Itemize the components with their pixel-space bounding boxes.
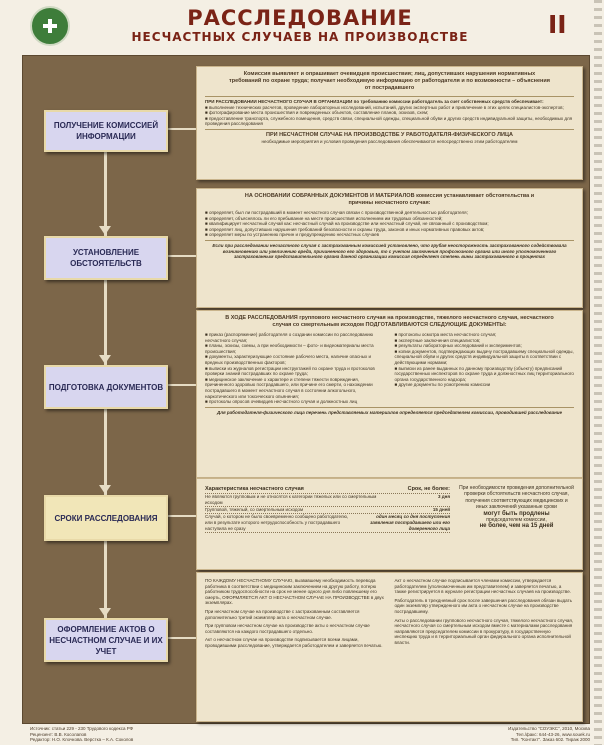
list-item-text: копии документов, подтверждающих выдачу пострадавшему специальной одежды, специальной обуви и других средств индивидуальной защиты в соответствии с действующими нормами; xyxy=(394,348,574,365)
acts-columns xyxy=(197,573,582,652)
acts-left xyxy=(205,578,385,652)
arrow-down-icon xyxy=(99,355,111,364)
extension-text: председателем комиссии, xyxy=(486,517,547,524)
list-item: ■ выписки из журналов регистрации инструктажей по охране труда и протоколов проверки знаний пострадавших по охране труда; xyxy=(205,365,375,377)
footer-line: Издательство "СОУЭКС", 2010, Москва xyxy=(508,726,590,731)
terms-extension-note xyxy=(459,485,574,530)
paragraph: При несчастном случае на производстве с застрахованным составляется дополнительно третий экземпляр акта о несчастном случае. xyxy=(205,608,360,620)
panel-note: Для работодателя-физического лица перечень представляемых материалов определяется председателем комиссии, проводившей расследование xyxy=(216,409,563,415)
list-item: ■ квалифицирует несчастный случай как: несчастный случай на производстве или несчастный случай, не связанный с производством; xyxy=(205,221,489,227)
step-receiving-information: ПОЛУЧЕНИЕ КОМИССИЕЙ ИНФОРМАЦИИ xyxy=(44,110,168,152)
connector xyxy=(166,128,196,130)
panel-terms xyxy=(196,478,583,570)
header xyxy=(0,0,604,52)
step-preparing-documents: ПОДГОТОВКА ДОКУМЕНТОВ xyxy=(44,365,168,409)
list-item-text: другие документы по усмотрению комиссии xyxy=(398,382,491,388)
table-header xyxy=(205,485,450,494)
documents-columns xyxy=(197,332,582,405)
table-cell: Не являются групповым и не относятся к категории тяжелых или со смертельным исходом xyxy=(205,494,377,505)
emblem-logo xyxy=(30,6,70,46)
panel-heading: НА ОСНОВАНИИ СОБРАННЫХ ДОКУМЕНТОВ И МАТЕРИАЛОВ комиссия устанавливает обстоятельства и причины несчастного случая: xyxy=(244,193,535,206)
list-item: ■ определяет лиц, допустивших нарушения требований безопасности и охраны труда, законов и иных нормативных правовых актов; xyxy=(205,226,485,232)
panel-note: необходимые мероприятия и условия проведения расследования обеспечиваются непосредственно этим работодателем xyxy=(261,138,518,144)
list-item-text: предоставление транспорта, служебного помещения, средств связи, специальной одежды, специальной обуви и других средств индивидуальной защиты, необходимых для проведения расследования xyxy=(205,115,573,127)
list-item: ■ предоставление транспорта, служебного помещения, средств связи, специальной одежды, специальной обуви и других средств индивидуальной защиты, необходимых для проведения расследования xyxy=(205,115,573,127)
panel-acts xyxy=(196,572,583,722)
paragraph: Акт о несчастном случае подписывается членами комиссии, утверждается работодателем (уполномоченным им представителем) и заверяется печатью, а также регистрируется в журнале регистрации несчастных случаев на производстве. xyxy=(394,578,571,595)
page-subtitle: НЕСЧАСТНЫХ СЛУЧАЕВ НА ПРОИЗВОДСТВЕ xyxy=(131,30,469,44)
list-item: ■ протоколы опросов очевидцев несчастного случая и должностных лиц xyxy=(205,399,358,405)
divider xyxy=(205,96,574,97)
table-cell: 3 дня xyxy=(438,494,450,499)
list-item-text: определяет, был ли пострадавший в момент несчастного случая связан с производственной деятельностью работодателя; xyxy=(208,210,468,215)
column-header-type: Характеристика несчастного случая xyxy=(205,486,304,492)
list-item-text: определяет лиц, допустивших нарушения требований безопасности и охраны труда, законов и иных нормативных правовых актов; xyxy=(208,226,485,232)
list-item: ■ планы, эскизы, схемы, а при необходимости – фото- и видеоматериалы места происшествия; xyxy=(205,343,374,354)
step-investigation-terms: СРОКИ РАССЛЕДОВАНИЯ xyxy=(44,495,168,541)
panel-heading: В ХОДЕ РАССЛЕДОВАНИЯ группового несчастного случая на производстве, тяжелого несчастного случая, несчастного случая со смертельным исходом ПОДГОТАВЛИВАЮТСЯ СЛЕДУЮЩИЕ ДОКУМЕНТЫ: xyxy=(225,315,554,328)
table-cell: один месяц со дня поступления заявления пострадавшего или его доверенного лица xyxy=(370,514,450,531)
list-item-text: выполнение технических расчетов, проведение лабораторных исследований, испытаний, других экспертных работ и привлечение в этих целях специалистов-экспертов; xyxy=(208,104,564,110)
list-item-text: протоколы осмотра места несчастного случая; xyxy=(398,332,497,337)
footer-line: Тел./факс: 644-43-26, www.souek.ru xyxy=(516,731,590,737)
panel-documents xyxy=(196,310,583,478)
list-item-text: определяет, объяснялось ли его пребывание на месте происшествия исполнением им трудовых обязанностей; xyxy=(208,215,443,221)
list-item-text: квалифицирует несчастный случай как: несчастный случай на производстве или несчастный случай, не связанный с производством; xyxy=(208,221,489,227)
connector xyxy=(166,637,196,639)
cross-icon xyxy=(43,19,57,33)
list-item-text: медицинское заключение о характере и степени тяжести повреждения, причиненного здоровью пострадавшего, или причине его смерти, о нахождении пострадавшего в момент несчастного случая в состоянии алкогольного, наркотического или токсического опьянения; xyxy=(205,376,373,399)
terms-table xyxy=(205,485,450,533)
list-item-text: определяет меры по устранению причин и предупреждению несчастных случаев xyxy=(208,232,380,238)
step-acts-registration: ОФОРМЛЕНИЕ АКТОВ О НЕСЧАСТНОМ СЛУЧАЕ И ИХ УЧЕТ xyxy=(44,618,168,662)
list-item-text: протоколы опросов очевидцев несчастного случая и должностных лиц xyxy=(208,399,358,405)
extension-text: При необходимости проведения дополнительной проверки обстоятельств несчастного случая, получения соответствующих медицинских и иных заключений указанные сроки xyxy=(459,485,574,511)
list-item: ■ выполнение технических расчетов, проведение лабораторных исследований, испытаний, других экспертных работ и привлечение в этих целях специалистов-экспертов; xyxy=(205,104,564,110)
extension-emphasis: не более, чем на 15 дней xyxy=(479,523,554,530)
list-item-text: документы, характеризующие состояние рабочего места, наличие опасных и вредных производственных факторов; xyxy=(205,354,371,365)
table-cell: 15 дней xyxy=(432,507,450,512)
documents-right xyxy=(395,332,575,405)
list-item: ■ выписки из ранее выданных по данному производству (объекту) предписаний государственных инспекторов по охране труда и должностных лиц территориального органа государственного надзора; xyxy=(394,365,574,382)
documents-left xyxy=(205,332,385,405)
footer-line: Рецензент: В.В. Косолапов xyxy=(30,731,87,737)
connector xyxy=(166,384,196,386)
panel-note: Если при расследовании несчастного случая с застрахованным комиссией установлено, что грубая неосторожность застрахованного содействовала возникновению или увеличению вреда, причиненного его здоровью, то с учетом заключения профсоюзного органа или иного уполномоченного застрахованным представительного органа данной организации комиссия определяет степень вины застрахованного в процентах xyxy=(212,242,567,260)
list-item: ■ медицинское заключение о характере и степени тяжести повреждения, причиненного здоровью пострадавшего, или причине его смерти, о нахождении пострадавшего в момент несчастного случая в состоянии алкогольного, наркотического или токсического опьянения; xyxy=(205,376,373,399)
list-item: ■ фотографирование места происшествия и поврежденных объектов, составление планов, эскизов, схем; xyxy=(205,110,429,116)
list-item-text: фотографирование места происшествия и поврежденных объектов, составление планов, эскизов, схем; xyxy=(208,110,429,116)
list-item: ■ документы, характеризующие состояние рабочего места, наличие опасных и вредных производственных факторов; xyxy=(205,354,371,365)
list-item: ■ определяет, был ли пострадавший в момент несчастного случая связан с производственной деятельностью работодателя; xyxy=(205,210,468,215)
list-item-text: приказ (распоряжение) работодателя о создании комиссии по расследованию несчастного случая; xyxy=(205,332,374,343)
panel-subheading: ПРИ НЕСЧАСТНОМ СЛУЧАЕ НА ПРОИЗВОДСТВЕ У РАБОТОДАТЕЛЯ-ФИЗИЧЕСКОГО ЛИЦА xyxy=(266,131,513,138)
list-item: ■ другие документы по усмотрению комиссии xyxy=(394,382,491,388)
panel-information xyxy=(196,66,583,180)
panel-heading: ПРИ РАССЛЕДОВАНИИ НЕСЧАСТНОГО СЛУЧАЯ В ОРГАНИЗАЦИИ по требованию комиссии работодатель за счет собственных средств обеспечивает: xyxy=(205,99,544,104)
list-item: ■ копии документов, подтверждающих выдачу пострадавшему специальной одежды, специальной обуви и других средств индивидуальной защиты в соответствии с действующими нормами; xyxy=(394,348,574,365)
footer-line: Тип. "Контакт". Заказ 602. Тираж 2000 xyxy=(510,737,590,743)
paragraph: ПО КАЖДОМУ НЕСЧАСТНОМУ СЛУЧАЮ, вызвавшему необходимость перевода работника в соответствии с медицинским заключением на другую работу, потерю работником трудоспособности на срок не менее одного дня либо повлекшему его смерть, ОФОРМЛЯЕТСЯ АКТ О НЕСЧАСТНОМ СЛУЧАЕ НА ПРОИЗВОДСТВЕ в двух экземплярах. xyxy=(205,578,384,606)
page-title: РАССЛЕДОВАНИЕ xyxy=(187,6,413,30)
connector xyxy=(166,515,196,517)
list-item: ■ определяет меры по устранению причин и предупреждению несчастных случаев xyxy=(205,232,380,238)
footer-line: Редактор: Н.О. Клочкова. Верстка – К.А. Соколов xyxy=(30,737,134,743)
extension-emphasis: могут быть продлены xyxy=(483,510,550,517)
list-item: ■ приказ (распоряжение) работодателя о создании комиссии по расследованию несчастного случая; xyxy=(205,332,374,343)
footer-credits xyxy=(30,726,270,743)
list-item-text: выписки из ранее выданных по данному производству (объекту) предписаний государственных инспекторов по охране труда и должностных лиц территориального органа государственного надзора; xyxy=(394,365,574,382)
arrow-down-icon xyxy=(99,485,111,494)
column-header-term: Срок, не более: xyxy=(407,486,450,492)
paragraph: Работодатель в трехдневный срок после завершения расследования обязан выдать один экземпляр утвержденного им акта о несчастном случае на производстве пострадавшему. xyxy=(394,597,572,614)
panel-intro: Комиссия выявляет и опрашивает очевидцев происшествия; лиц, допустивших нарушения нормативных требований по охране труда; получает необходимую информацию от работодателя и по возможности – объяснения от пострадавшего xyxy=(229,71,550,91)
divider xyxy=(205,129,574,130)
paragraph: Акты о расследовании группового несчастного случая, тяжелого несчастного случая, несчастного случая со смертельным исходом вместе с материалами расследования направляются председателем комиссии в прокуратуру, в государственную инспекцию труда и в территориальный орган федерального органа исполнительной власти. xyxy=(394,617,574,645)
connector xyxy=(166,255,196,257)
table-row xyxy=(205,514,450,533)
divider xyxy=(205,407,574,408)
sheet-number: II xyxy=(548,10,567,39)
acts-right xyxy=(395,578,575,652)
table-row xyxy=(205,494,450,507)
list-item: ■ определяет, объяснялось ли его пребывание на месте происшествия исполнением им трудовых обязанностей; xyxy=(205,215,443,221)
table-cell: Групповой, тяжелый, со смертельным исходом xyxy=(205,507,304,512)
list-item: ■ экспертные заключения специалистов; xyxy=(394,337,481,343)
table-row xyxy=(205,507,450,514)
list-item-text: результаты лабораторных исследований и экспериментов; xyxy=(398,343,522,349)
divider xyxy=(205,240,574,241)
list-item-text: экспертные заключения специалистов; xyxy=(398,337,481,343)
footer-publisher xyxy=(450,726,590,743)
list-item-text: планы, эскизы, схемы, а при необходимости – фото- и видеоматериалы места происшествия; xyxy=(205,343,374,354)
paragraph: Акт о несчастном случае на производстве подписывается всеми лицами, проводившими расследование, утверждается работодателем и заверяется печатью. xyxy=(205,637,383,648)
paragraph: При групповом несчастном случае на производстве акты о несчастном случае составляются на каждого пострадавшего отдельно. xyxy=(205,623,370,634)
panel-circumstances xyxy=(196,188,583,308)
list-item: ■ результаты лабораторных исследований и экспериментов; xyxy=(394,343,522,349)
list-item-text: выписки из журналов регистрации инструктажей по охране труда и протоколов проверки знаний пострадавших по охране труда; xyxy=(205,365,375,377)
footer-line: Источник: статьи 229 - 230 Трудового кодекса РФ xyxy=(30,726,134,731)
binding-holes xyxy=(594,0,602,745)
arrow-down-icon xyxy=(99,226,111,235)
arrow-down-icon xyxy=(99,608,111,617)
step-establishing-circumstances: УСТАНОВЛЕНИЕ ОБСТОЯТЕЛЬСТВ xyxy=(44,236,168,280)
table-cell: Случай, о котором не было своевременно сообщено работодателю, или в результате которого нетрудоспособность у пострадавшего наступила не сразу xyxy=(205,514,349,531)
list-item: ■ протоколы осмотра места несчастного случая; xyxy=(394,332,497,337)
